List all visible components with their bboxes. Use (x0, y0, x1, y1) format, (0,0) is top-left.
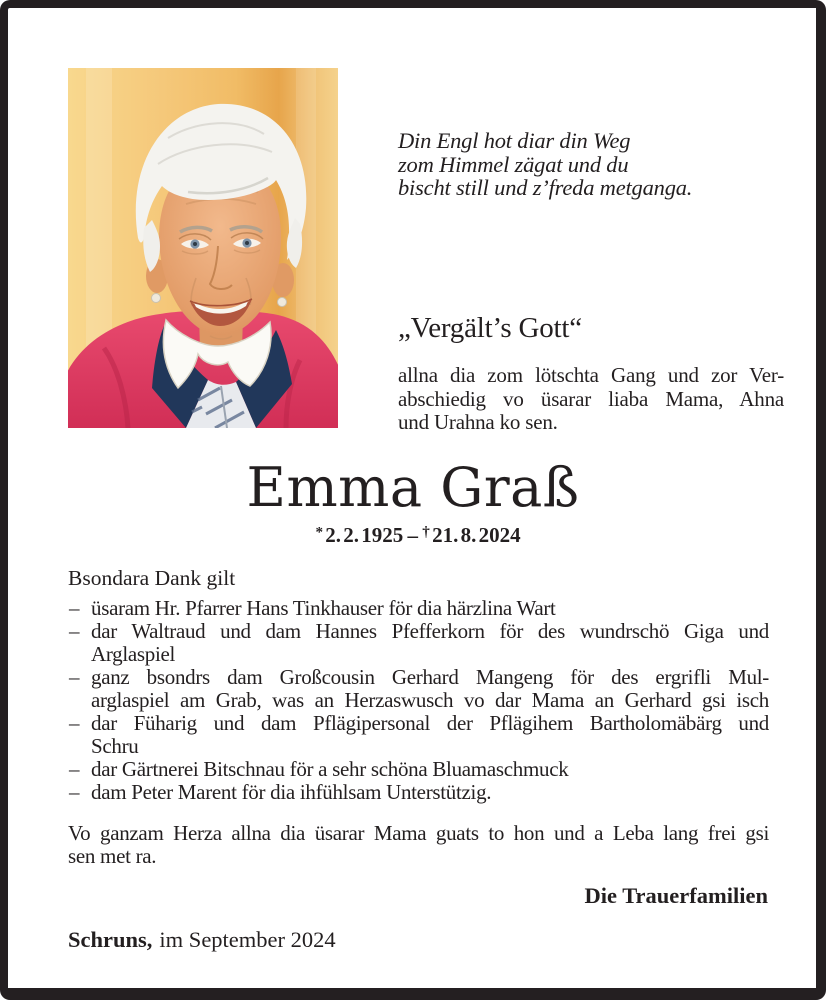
thanks-list (68, 597, 769, 804)
date-text: im September 2024 (159, 927, 336, 952)
intro-line: und Urahna ko sen. (398, 410, 558, 434)
intro-line: allna dia zom lötschta Gang und zor Ver- (398, 363, 784, 387)
thanks-item (68, 620, 769, 666)
dash-bullet: – (69, 757, 80, 781)
dash-bullet: – (69, 780, 80, 804)
dash-bullet: – (69, 665, 80, 689)
thanks-item (68, 758, 769, 781)
portrait-photo (68, 68, 338, 428)
place-date-line (68, 927, 336, 953)
portrait-illustration (68, 68, 338, 428)
thanks-heading: Bsondara Dank gilt (68, 566, 236, 590)
dash-bullet: – (69, 596, 80, 620)
memorial-verse (398, 129, 692, 200)
birth-star-symbol: * (315, 524, 323, 541)
verse-line: Din Engl hot diar din Weg (398, 128, 631, 153)
mourning-family-signature: Die Trauerfamilien (584, 883, 768, 908)
thanks-item (68, 781, 769, 804)
thanks-quote: „Vergält’s Gott“ (398, 312, 582, 344)
thanks-item-line: dar Füharig und dam Pflägipersonal der Pflägihem Bartholomäbärg und (91, 711, 769, 735)
thanks-item-line: arglaspiel am Grab, was an Herzaswusch vo dar Mama an Gerhard gsi isch (91, 688, 769, 712)
life-dates (68, 523, 768, 548)
closing-paragraph (68, 822, 769, 868)
thanks-item-line: ganz bsondrs dam Großcousin Gerhard Mangeng för des ergrifli Mul- (91, 665, 769, 689)
thanks-item (68, 712, 769, 758)
dash-bullet: – (69, 619, 80, 643)
thanks-item-line: Schru (91, 734, 139, 758)
thanks-item-line: dar Gärtnerei Bitschnau för a sehr schöna Bluamaschmuck (91, 757, 569, 781)
death-cross-symbol: † (422, 524, 430, 541)
thanks-item-line: dam Peter Marent för dia ihfühlsam Unterstützig. (91, 780, 492, 804)
thanks-item (68, 666, 769, 712)
place-name: Schruns, (68, 927, 153, 952)
closing-line: Vo ganzam Herza allna dia üsarar Mama guats to hon und a Leba lang frei gsi (68, 821, 769, 845)
dash-bullet: – (69, 711, 80, 735)
intro-paragraph (398, 364, 784, 435)
thanks-item-line: üsaram Hr. Pfarrer Hans Tinkhauser för dia härzlina Wart (91, 596, 556, 620)
verse-line: zom Himmel zägat und du (398, 151, 629, 177)
thanks-item-line: Arglaspiel (91, 642, 176, 666)
closing-line: sen met ra. (68, 844, 157, 868)
deceased-name: Emma Graß (246, 456, 580, 519)
intro-line: abschiedig vo üsarar liaba Mama, Ahna (398, 386, 784, 411)
thanks-item (68, 597, 769, 620)
dates-separator: – (407, 523, 418, 547)
birth-date: 2. 2. 1925 (325, 523, 404, 547)
death-date: 21. 8. 2024 (432, 523, 521, 547)
thanks-item-line: dar Waltraud und dam Hannes Pfefferkorn för des wundrschö Giga und (91, 619, 769, 643)
verse-line: bischt still und z’freda metganga. (398, 175, 693, 200)
